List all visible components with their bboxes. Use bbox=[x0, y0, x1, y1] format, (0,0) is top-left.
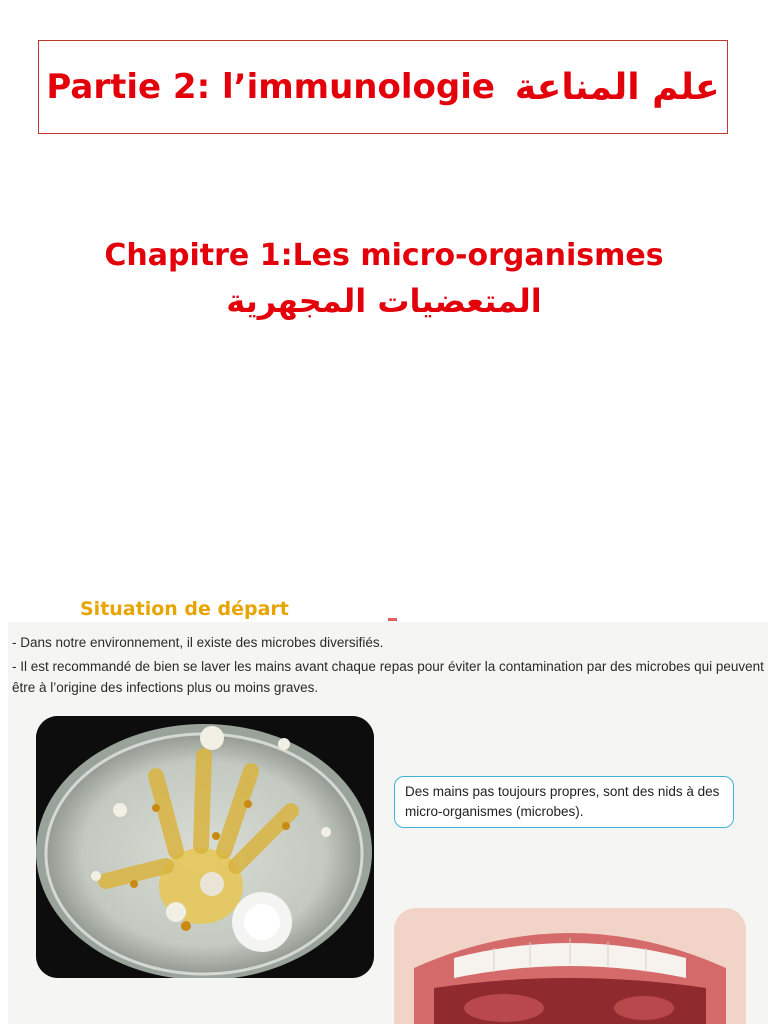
bullet-handwashing: - Il est recommandé de bien se laver les mains avant chaque repas pour éviter la contamination par des microbes qui peuvent être à l’origine des infections plus ou moins graves. bbox=[12, 659, 764, 695]
hands-callout: Des mains pas toujours propres, sont des nids à des micro-organismes (microbes). bbox=[394, 776, 734, 828]
situation-heading: Situation de départ bbox=[80, 598, 289, 620]
open-mouth-image bbox=[394, 908, 746, 1024]
chapter-title-ar: المتعضيات المجهرية bbox=[226, 282, 542, 320]
mouth-illustration bbox=[394, 908, 746, 1024]
petri-dish-hand-image bbox=[36, 716, 374, 978]
bullet-environment: - Dans notre environnement, il existe des microbes diversifiés. bbox=[12, 635, 384, 650]
chapter-title-fr: Chapitre 1:Les micro-organismes bbox=[104, 238, 664, 273]
petri-dish-illustration bbox=[36, 716, 374, 978]
part-title-ar: علم المناعة bbox=[514, 66, 720, 108]
decorative-dash bbox=[388, 618, 397, 621]
part-title-box bbox=[38, 40, 728, 134]
part-title-fr: Partie 2: l’immunologie bbox=[46, 67, 495, 107]
